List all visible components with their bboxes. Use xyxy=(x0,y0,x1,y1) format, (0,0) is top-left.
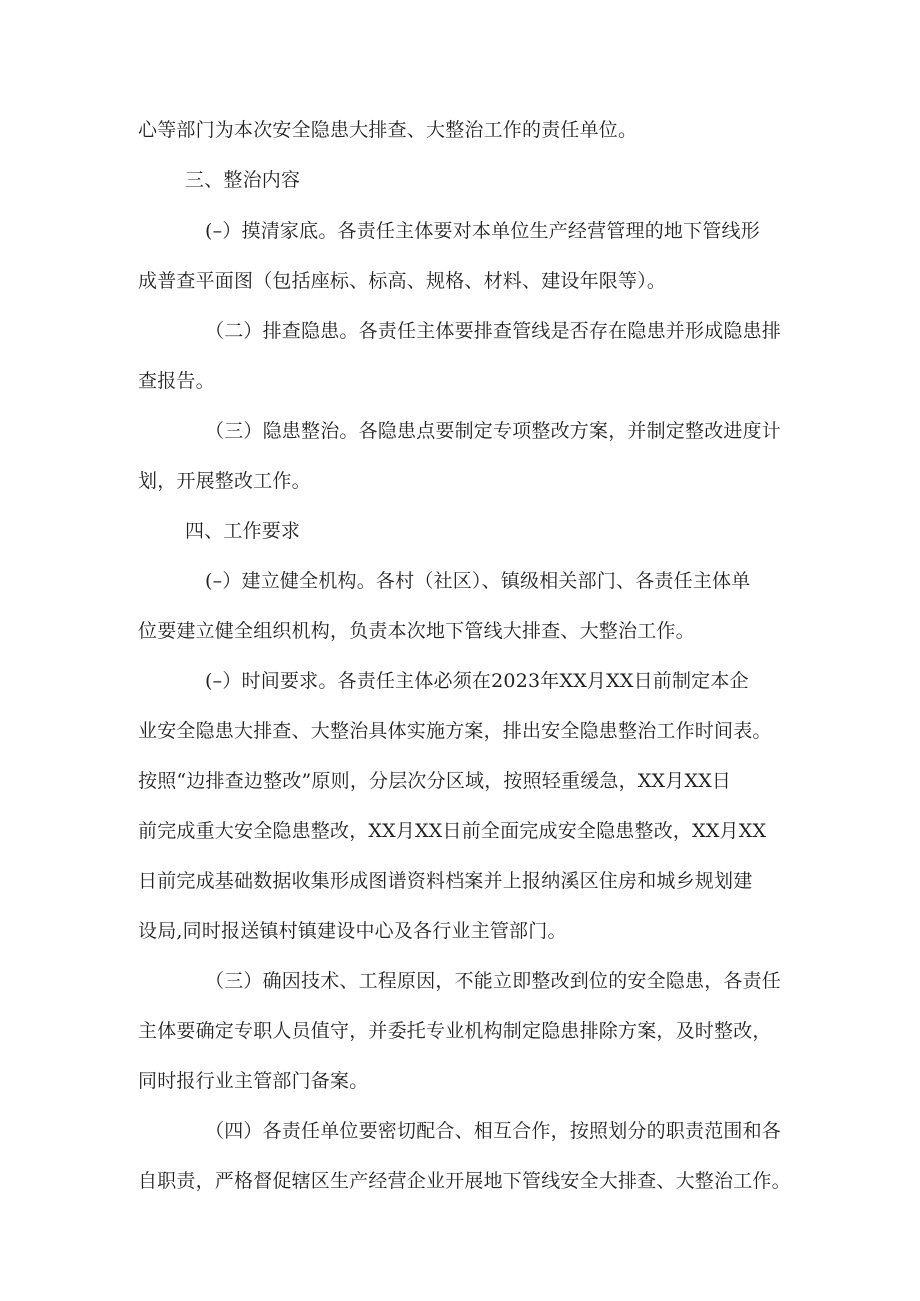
paragraph-line: 设局,同时报送镇村镇建设中心及各行业主管部门。 xyxy=(138,920,567,942)
paragraph-line: 自职责，严格督促辖区生产经营企业开展地下管线安全大排查、大整治工作。 xyxy=(138,1170,791,1192)
paragraph-line: (–）建立健全机构。各村（社区）、镇级相关部门、各责任主体单 xyxy=(205,570,751,592)
paragraph-line: (–）摸清家底。各责任主体要对本单位生产经营管理的地下管线形 xyxy=(205,220,760,242)
paragraph-line: 查报告。 xyxy=(138,370,215,392)
paragraph-line: 划，开展整改工作。 xyxy=(138,470,311,492)
paragraph-line: （二）排查隐患。各责任主体要排查管线是否存在隐患并形成隐患排 xyxy=(205,320,782,342)
paragraph-line: （四）各责任单位要密切配合、相互合作，按照划分的职责范围和各 xyxy=(205,1120,782,1142)
paragraph-line: 主体要确定专职人员值守，并委托专业机构制定隐患排除方案，及时整改， xyxy=(138,1020,772,1042)
paragraph-line: 前完成重大安全隐患整改，XX月XX日前全面完成安全隐患整改，XX月XX xyxy=(138,820,767,842)
section-heading: 三、整治内容 xyxy=(185,169,301,191)
paragraph-line: 心等部门为本次安全隐患大排查、大整治工作的责任单位。 xyxy=(138,119,638,141)
paragraph-line: 按照“边排查边整改”原则，分层次分区域，按照轻重缓急，XX月XX日 xyxy=(138,770,732,792)
paragraph-line: （三）隐患整治。各隐患点要制定专项整改方案，并制定整改进度计 xyxy=(205,420,782,442)
section-heading: 四、工作要求 xyxy=(185,520,301,542)
paragraph-line: 成普查平面图（包括座标、标高、规格、材料、建设年限等）。 xyxy=(138,270,667,292)
paragraph-line: 日前完成基础数据收集形成图谱资料档案并上报纳溪区住房和城乡规划建 xyxy=(138,870,753,892)
paragraph-line: 同时报行业主管部门备案。 xyxy=(138,1070,369,1092)
paragraph-line: (–）时间要求。各责任主体必须在2023年XX月XX日前制定本企 xyxy=(205,670,749,692)
paragraph-line: （三）确因技术、工程原因，不能立即整改到位的安全隐患，各责任 xyxy=(205,970,782,992)
paragraph-line: 位要建立健全组织机构，负责本次地下管线大排查、大整治工作。 xyxy=(138,620,695,642)
paragraph-line: 业安全隐患大排查、大整治具体实施方案，排出安全隐患整治工作时间表。 xyxy=(138,720,772,742)
